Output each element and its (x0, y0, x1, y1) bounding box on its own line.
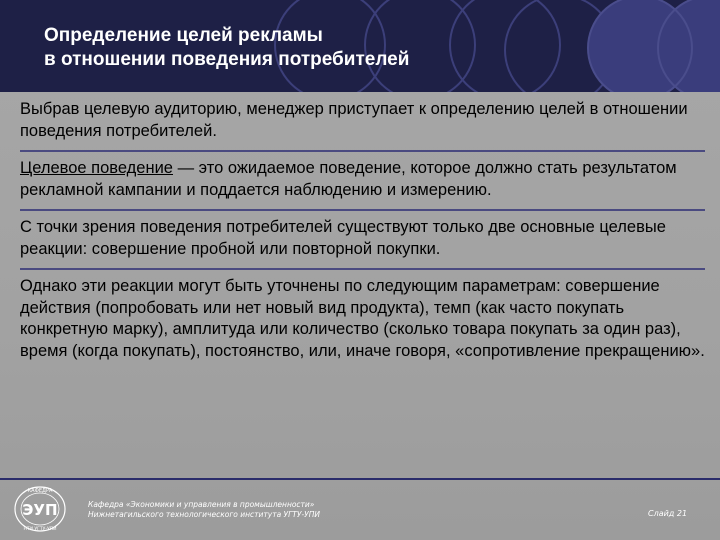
term-target-behavior: Целевое поведение (20, 159, 173, 177)
department-logo (12, 484, 68, 534)
paragraph-2 (20, 150, 705, 201)
footer-divider (0, 478, 720, 480)
footer-caption (88, 500, 418, 520)
title-line-2: в отношении поведения потребителей (44, 49, 410, 70)
footer-line-2: Нижнетагильского технологического института УГТУ-УПИ (88, 510, 320, 519)
logo-top-text: КАФЕДРА (27, 488, 53, 494)
slide-number: Слайд 21 (648, 509, 688, 518)
paragraph-2-text: — это ожидаемое поведение, которое должно стать результатом рекламной кампании и поддается наблюдению и измерению. (20, 159, 677, 199)
title-line-1: Определение целей рекламы (44, 25, 323, 46)
slide-body (20, 99, 705, 370)
footer-line-1: Кафедра «Экономики и управления в промышленности» (88, 500, 315, 509)
paragraph-4: Однако эти реакции могут быть уточнены по следующим параметрам: совершение действия (попробовать или нет новый вид продукта), темп (как часто покупать конкретную марку), амплитуда или количество (сколько товара покупать за один раз), время (когда покупать), постоянство, или, иначе говоря, «сопротивление прекращению». (20, 268, 705, 362)
paragraph-1: Выбрав целевую аудиторию, менеджер приступает к определению целей в отношении поведения потребителей. (20, 100, 688, 140)
paragraph-3: С точки зрения поведения потребителей существуют только две основные целевые реакции: совершение пробной или повторной покупки. (20, 209, 705, 260)
header-band (0, 0, 720, 92)
slide-title (44, 24, 664, 72)
logo-center-text: ЭУП (22, 501, 58, 519)
logo-bottom-text: НТИ УГТУ-УПИ (23, 527, 57, 532)
